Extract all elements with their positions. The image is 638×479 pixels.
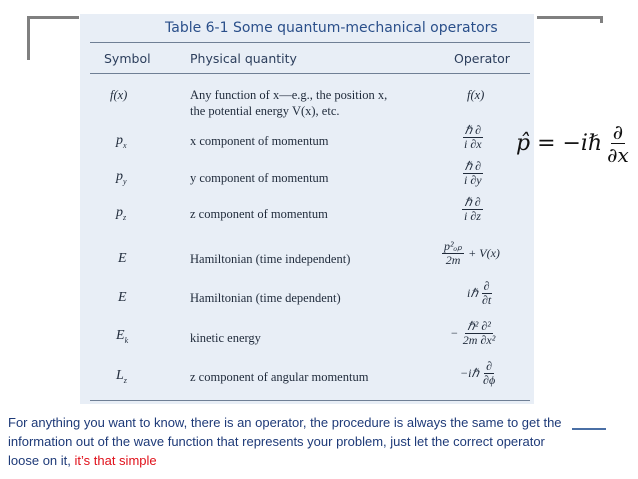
row-symbol: $p_y$	[116, 169, 127, 186]
row-operator: − $\frac{\text{ℏ² ∂²}}{\text{2m ∂x²}}$	[451, 319, 496, 347]
explanatory-note	[8, 413, 568, 470]
row-quantity: kinetic energy	[190, 331, 261, 345]
header-quantity: Physical quantity	[190, 51, 297, 66]
table-title: Some quantum-mechanical operators	[232, 20, 498, 36]
row-operator: −iℏ $\frac{\partial}{\partial\phi}$	[460, 359, 496, 387]
table-bottom-rule	[90, 400, 530, 401]
row-symbol: $p_x$	[116, 133, 127, 150]
row-operator: $\frac{\text{ℏ ∂}}{i \partial x}$	[464, 123, 482, 151]
frame-right-line	[600, 16, 603, 23]
header-top-rule	[90, 42, 530, 43]
row-operator: $\frac{\text{ℏ ∂}}{i \partial z}$	[464, 195, 481, 223]
row-symbol: E	[118, 290, 127, 305]
row-quantity: Hamiltonian (time independent)	[190, 252, 351, 266]
row-symbol: $p_z$	[116, 205, 127, 222]
table-number: Table 6-1	[165, 20, 229, 36]
row-quantity: z component of angular momentum	[190, 370, 369, 384]
row-symbol: E	[118, 251, 127, 266]
frame-right-top-line	[537, 16, 603, 19]
row-operator: $\frac{\text{ℏ ∂}}{i \partial y}$	[464, 159, 482, 187]
header-bottom-rule	[90, 73, 530, 74]
row-quantity: z component of momentum	[190, 207, 328, 221]
row-quantity: y component of momentum	[190, 171, 329, 185]
momentum-operator-equation	[516, 121, 631, 166]
row-quantity: Any function of x—e.g., the position x,	[190, 88, 388, 102]
note-text: For anything you want to know, there is an operator, the procedure is always the same to get the information out of the wave function that represents your problem, just let the correct operator loose on it,	[8, 415, 562, 468]
table-caption	[165, 20, 498, 36]
row-quantity: x component of momentum	[190, 134, 329, 148]
row-symbol: $L_z$	[116, 368, 127, 385]
row-operator: f(x)	[467, 88, 485, 102]
frame-left-line	[27, 16, 30, 60]
row-quantity-line2: the potential energy V(x), etc.	[190, 104, 340, 118]
row-operator: iℏ $\frac{\partial}{\partial t}$	[467, 279, 492, 307]
header-symbol: Symbol	[104, 51, 151, 66]
frame-bottom-line	[572, 428, 606, 430]
frame-top-line	[27, 16, 79, 19]
equation-lhs: p̂ = −iℏ	[516, 131, 603, 156]
row-operator: $\frac{\text{p²ₒₚ}}{2m}$ + V(x)	[444, 239, 500, 267]
row-symbol: $E_k$	[116, 328, 129, 345]
note-highlight: it’s that simple	[74, 453, 157, 468]
equation-fraction: $\frac{\partial}{\partial x}$	[607, 120, 629, 167]
header-operator: Operator	[454, 51, 510, 66]
row-symbol: f(x)	[110, 88, 128, 102]
row-quantity: Hamiltonian (time dependent)	[190, 291, 341, 305]
